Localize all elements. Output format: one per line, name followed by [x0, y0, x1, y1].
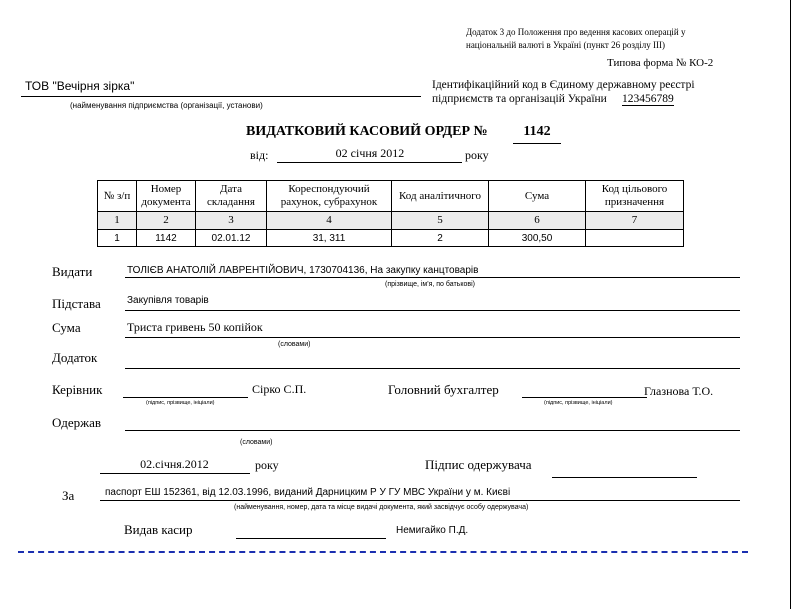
manager-sign-line [123, 397, 248, 398]
order-date: 02 січня 2012 [335, 146, 405, 160]
col-header: Дата складання [196, 181, 267, 212]
col-number: 3 [196, 212, 267, 230]
issue-label: Видати [52, 264, 93, 279]
col-number: 5 [392, 212, 489, 230]
issue-caption: (прізвище, ім'я, по батькові) [385, 281, 475, 288]
date-suffix: року [465, 148, 489, 162]
accountant-name: Глазнова Т.О. [644, 384, 714, 398]
manager-sig-caption: (підпис, прізвище, ініціали) [146, 400, 215, 406]
col-header: Кореспондуючий рахунок, субрахунок [267, 181, 392, 212]
date-prefix: від: [250, 148, 269, 162]
cashier-label: Видав касир [124, 522, 193, 537]
right-border [790, 0, 791, 609]
sum-underline [125, 337, 740, 338]
attachment-label: Додаток [52, 350, 98, 365]
col-number: 2 [137, 212, 196, 230]
table-row [98, 230, 684, 247]
receiver-signature-label: Підпис одержувача [425, 457, 532, 472]
edrpou-label-2: підприємств та організацій України [432, 93, 607, 105]
accountant-label: Головний бухгалтер [388, 382, 499, 397]
receiver-signature-line [552, 477, 697, 478]
org-name-underline [21, 96, 421, 97]
order-table [97, 180, 684, 247]
table-cell: 02.01.12 [196, 230, 267, 247]
annex-line-1: Додаток 3 до Положення про ведення касових операцій у [466, 27, 686, 37]
annex-line-2: національній валюті в Україні (пункт 26 розділу ІІІ) [466, 40, 666, 50]
col-header: Код цільового призначення [586, 181, 684, 212]
col-header: Код аналітичного [392, 181, 489, 212]
cut-line [18, 551, 748, 553]
receipt-date: 02.січня.2012 [140, 457, 209, 471]
accountant-sign-line [522, 397, 647, 398]
table-cell: 2 [392, 230, 489, 247]
col-number: 6 [489, 212, 586, 230]
col-number: 4 [267, 212, 392, 230]
per-underline [100, 500, 740, 501]
org-name: ТОВ "Вечірня зірка" [25, 79, 135, 93]
sum-value: Триста гривень 50 копійок [127, 320, 263, 334]
basis-label: Підстава [52, 296, 101, 311]
received-caption: (словами) [240, 439, 273, 446]
col-number: 7 [586, 212, 684, 230]
order-date-underline [277, 162, 462, 163]
order-number-underline [513, 143, 561, 144]
table-header-row [98, 181, 684, 212]
order-number: 1142 [523, 124, 551, 139]
manager-name: Сірко С.П. [252, 382, 307, 396]
table-cell: 300,50 [489, 230, 586, 247]
cashier-sign-line [236, 538, 386, 539]
accountant-sig-caption: (підпис, прізвище, ініціали) [544, 400, 613, 406]
issue-value: ТОЛІЄВ АНАТОЛІЙ ЛАВРЕНТІЙОВИЧ, 1730704136, На закупку канцтоварів [127, 265, 479, 276]
manager-label: Керівник [52, 382, 103, 397]
per-value: паспорт ЕШ 152361, від 12.03.1996, виданий Дарницким Р У ГУ МВС України у м. Києві [105, 487, 511, 498]
basis-underline [125, 310, 740, 311]
per-label: За [62, 488, 75, 503]
received-underline [125, 430, 740, 431]
edrpou-code: 123456789 [622, 93, 674, 105]
sum-caption: (словами) [278, 341, 311, 348]
table-cell: 31, 311 [267, 230, 392, 247]
basis-value: Закупівля товарів [127, 295, 209, 306]
table-cell: 1142 [137, 230, 196, 247]
per-caption: (найменування, номер, дата та місце видачі документа, який засвідчує особу одержувача) [234, 504, 529, 511]
receipt-date-underline [100, 473, 250, 474]
form-type: Типова форма № КО-2 [607, 57, 714, 69]
table-cell: 1 [98, 230, 137, 247]
org-caption: (найменування підприємства (організації, установи) [70, 101, 263, 110]
col-number: 1 [98, 212, 137, 230]
cashier-name: Немигайко П.Д. [396, 525, 469, 536]
col-header: № з/п [98, 181, 137, 212]
issue-underline [125, 277, 740, 278]
col-header: Номер документа [137, 181, 196, 212]
attachment-underline [125, 368, 740, 369]
received-label: Одержав [52, 415, 101, 430]
receipt-suffix: року [255, 458, 279, 472]
edrpou-label-1: Ідентифікаційний код в Єдиному державному реєстрі [432, 79, 695, 91]
col-header: Сума [489, 181, 586, 212]
sum-label: Сума [52, 320, 81, 335]
table-cell [586, 230, 684, 247]
order-title: ВИДАТКОВИЙ КАСОВИЙ ОРДЕР № [246, 124, 488, 139]
table-col-numbers-row [98, 212, 684, 230]
